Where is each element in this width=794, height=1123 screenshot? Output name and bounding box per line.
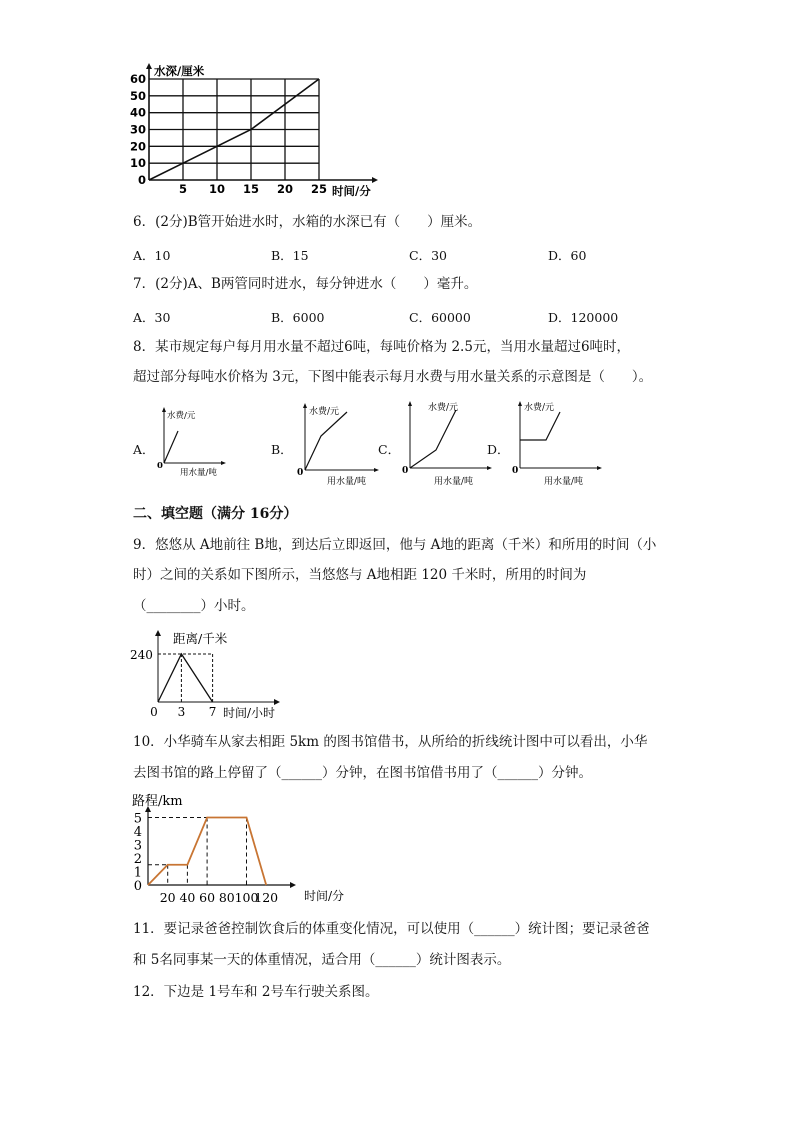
water-x-tick-20: 20: [276, 182, 294, 196]
route-chart-x-ticks: [160, 890, 278, 905]
water-y-tick-30: 30: [129, 122, 146, 137]
distance-chart: [128, 628, 293, 723]
water-y-tick-40: 40: [129, 105, 146, 120]
route-x-tick-80: 80: [218, 890, 235, 905]
water-y-tick-60: 60: [129, 72, 146, 86]
route-y-tick-2: 2: [133, 852, 142, 867]
q6-option-c[interactable]: C．30: [409, 248, 447, 263]
route-chart-guides: [148, 818, 247, 886]
question-9-line-1: 9．悠悠从 A地前往 B地，到达后立即返回，他与 A地的距离（千米）和所用的时间（小: [133, 537, 657, 553]
water-y-arrow: [146, 63, 152, 69]
water-x-tick-25: 25: [310, 182, 328, 196]
distance-y-arrow: [155, 630, 161, 636]
q7-option-d[interactable]: D．120000: [548, 310, 619, 325]
q8c-xlabel: 用水量/吨: [434, 477, 474, 487]
section-2-title: 二、填空题（满分 16分）: [133, 506, 298, 522]
question-10-line-1: 10．小华骑车从家去相距 5km 的图书馆借书，从所给的折线统计图中可以看出，小华: [133, 734, 648, 750]
route-chart-ylabel: 路程/km: [132, 794, 183, 809]
q8a-line: [164, 431, 178, 463]
q8b-xlabel: 用水量/吨: [327, 477, 367, 487]
route-x-tick-100: 100: [234, 890, 259, 905]
water-depth-chart: [128, 62, 398, 202]
q8c-y-arrow: [408, 401, 412, 406]
question-7: 7．(2分)A、B两管同时进水，每分钟进水（ ）毫升。: [133, 276, 478, 292]
q8a-ylabel: 水费/元: [167, 411, 196, 421]
question-11-line-2: 和 5名同事某一天的体重情况，适合用（______）统计图表示。: [133, 952, 511, 968]
q8a-x-arrow: [221, 461, 226, 465]
question-12: 12．下边是 1号车和 2号车行驶关系图。: [133, 984, 379, 1000]
q8d-ylabel: 水费/元: [524, 403, 555, 413]
question-8-line-2: 超过部分每吨水价格为 3元，下图中能表示每月水费与用水量关系的示意图是（ ）。: [133, 369, 653, 385]
q8d-origin: 0: [512, 466, 519, 476]
q7-option-a[interactable]: A．30: [133, 310, 171, 325]
q8-option-b[interactable]: B．: [271, 442, 293, 457]
route-chart-xlabel: 时间/分: [304, 889, 345, 903]
q8-option-a[interactable]: A．: [133, 442, 155, 457]
q8b-origin: 0: [297, 468, 304, 478]
water-y-tick-20: 20: [129, 139, 146, 154]
water-chart-xlabel: 时间/分: [332, 184, 371, 198]
q8a-origin: 0: [157, 461, 163, 471]
q8c-origin: 0: [402, 466, 409, 476]
route-y-tick-5: 5: [133, 811, 142, 827]
water-x-tick-15: 15: [242, 182, 260, 196]
q8b-y-arrow: [303, 403, 307, 408]
water-x-tick-10: 10: [208, 182, 226, 196]
water-chart-x-ticks: [179, 182, 327, 196]
distance-x-tick-3: 3: [177, 705, 186, 719]
q7-option-c[interactable]: C．60000: [409, 310, 471, 325]
distance-chart-y-tick-240: 240: [130, 648, 153, 662]
route-x-tick-60: 60: [199, 890, 216, 905]
water-y-tick-0: 0: [137, 173, 146, 187]
q8a-y-arrow: [162, 407, 166, 412]
q8-option-c[interactable]: C．: [378, 442, 401, 457]
route-y-tick-1: 1: [133, 865, 142, 881]
distance-line: [158, 654, 213, 702]
q6-option-a[interactable]: A．10: [133, 248, 171, 263]
q8d-y-arrow: [518, 401, 522, 406]
question-9-line-3: （________）小时。: [133, 598, 255, 614]
water-y-tick-50: 50: [129, 88, 146, 103]
route-y-tick-3: 3: [133, 838, 142, 854]
water-chart-y-ticks: [130, 72, 146, 187]
route-x-tick-120: 120: [254, 890, 279, 905]
q8c-line: [410, 410, 456, 468]
distance-x-tick-0: 0: [150, 705, 158, 719]
water-chart-ylabel: 水深/厘米: [154, 64, 205, 78]
route-x-tick-40: 40: [179, 890, 196, 905]
route-x-tick-20: 20: [159, 890, 176, 905]
question-6: 6．(2分)B管开始进水时，水箱的水深已有（ ）厘米。: [133, 214, 482, 230]
q8c-x-arrow: [487, 466, 492, 470]
distance-chart-guides: [158, 654, 213, 702]
q8b-x-arrow: [374, 468, 379, 472]
water-x-tick-5: 5: [178, 182, 188, 196]
distance-chart-x-ticks: [150, 705, 216, 719]
q8d-xlabel: 用水量/吨: [544, 477, 584, 487]
distance-x-tick-7: 7: [208, 705, 217, 719]
question-8-line-1: 8．某市规定每户每月用水量不超过6吨，每吨价格为 2.5元，当用水量超过6吨时，: [133, 339, 631, 355]
q6-option-d[interactable]: D．60: [548, 248, 587, 263]
q8-chart-a: [152, 405, 232, 477]
q8b-ylabel: 水费/元: [309, 407, 340, 417]
q7-option-b[interactable]: B．6000: [271, 310, 325, 325]
q6-option-b[interactable]: B．15: [271, 248, 309, 263]
q8-chart-d: [508, 398, 608, 490]
route-y-tick-0: 0: [133, 879, 142, 894]
q8-chart-c: [398, 398, 498, 490]
q8a-xlabel: 用水量/吨: [180, 468, 217, 477]
q8c-ylabel: 水费/元: [428, 403, 459, 413]
water-y-tick-10: 10: [129, 156, 146, 171]
question-9-line-2: 时）之间的关系如下图所示，当悠悠与 A地相距 120 千米时，所用的时间为: [133, 567, 587, 583]
water-x-arrow: [372, 177, 378, 183]
distance-chart-xlabel: 时间/小时: [223, 706, 276, 720]
distance-x-arrow: [274, 699, 280, 705]
q8-option-d[interactable]: D．: [487, 442, 510, 457]
route-chart: [130, 790, 350, 908]
q8-chart-b: [293, 400, 383, 490]
route-y-tick-4: 4: [133, 825, 142, 840]
water-chart-grid: [149, 79, 319, 180]
question-11-line-1: 11．要记录爸爸控制饮食后的体重变化情况，可以使用（______）统计图；要记录爸爸: [133, 921, 650, 937]
q8d-x-arrow: [597, 466, 602, 470]
distance-chart-ylabel: 距离/千米: [173, 631, 228, 646]
q8b-line: [305, 412, 347, 470]
q8d-line: [520, 412, 560, 440]
question-10-line-2: 去图书馆的路上停留了（______）分钟，在图书馆借书用了（______）分钟。: [133, 765, 592, 781]
route-x-arrow: [290, 882, 296, 888]
route-chart-y-ticks: [134, 812, 142, 895]
